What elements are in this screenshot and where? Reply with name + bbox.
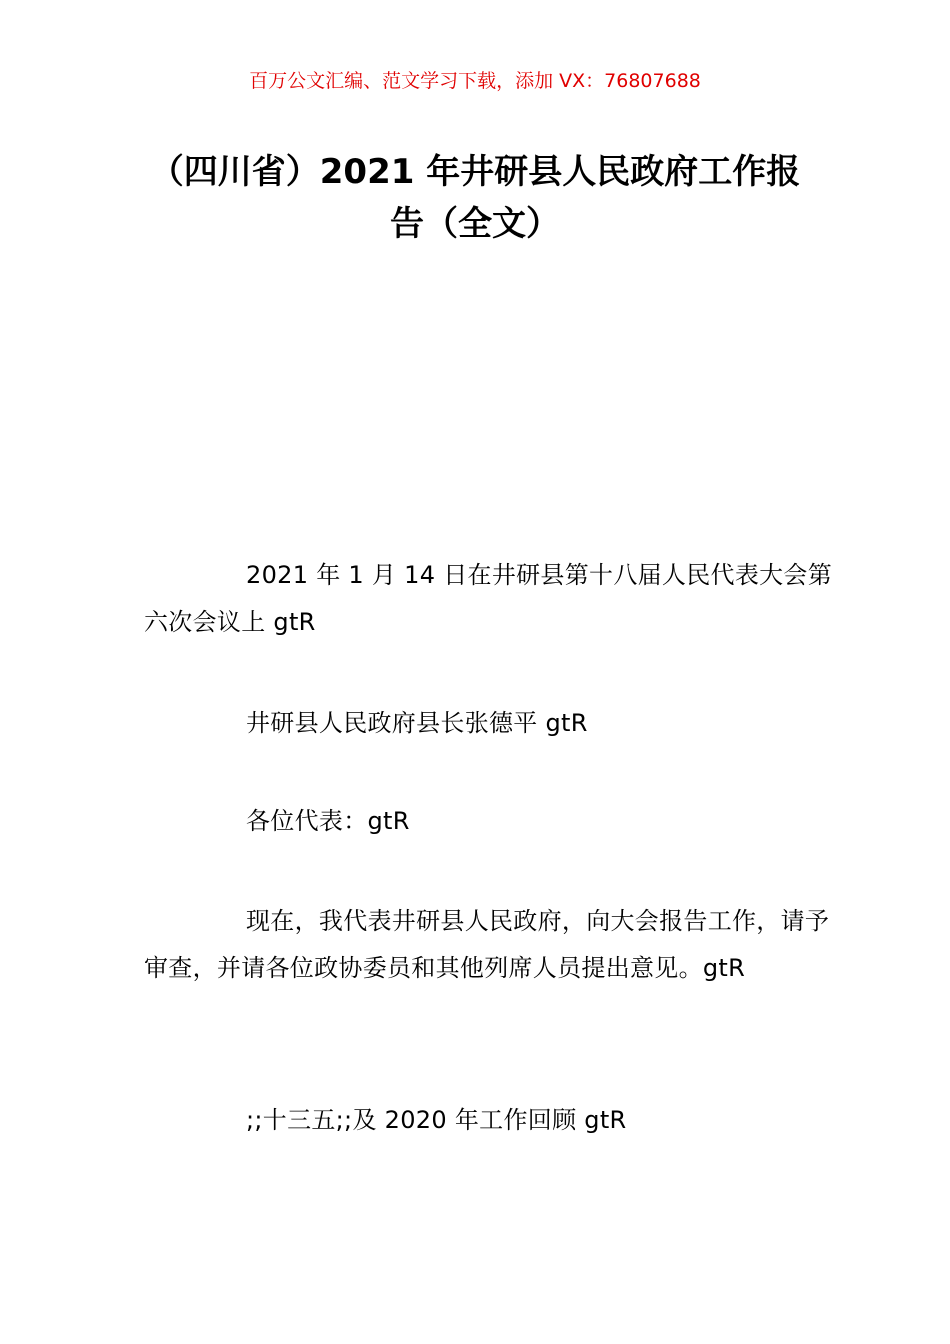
document-title <box>120 146 830 250</box>
meeting-info-paragraph: 2021 年 1 月 14 日在井研县第十八届人民代表大会第六次会议上 gtR <box>144 561 833 636</box>
document-title-line-1: （四川省）2021 年井研县人民政府工作报 <box>149 152 801 192</box>
intro-paragraph: 现在，我代表井研县人民政府，向大会报告工作，请予审查，并请各位政协委员和其他列席人员提出意见。gtR <box>144 907 830 982</box>
greeting-paragraph: 各位代表：gtR <box>246 807 410 835</box>
speaker-paragraph: 井研县人民政府县长张德平 gtR <box>246 709 588 737</box>
header-note: 百万公文汇编、范文学习下载，添加 VX：76807688 <box>249 70 701 92</box>
section-heading-paragraph: ;;十三五;;及 2020 年工作回顾 gtR <box>246 1106 627 1134</box>
document-title-line-2: 告（全文） <box>390 204 560 244</box>
